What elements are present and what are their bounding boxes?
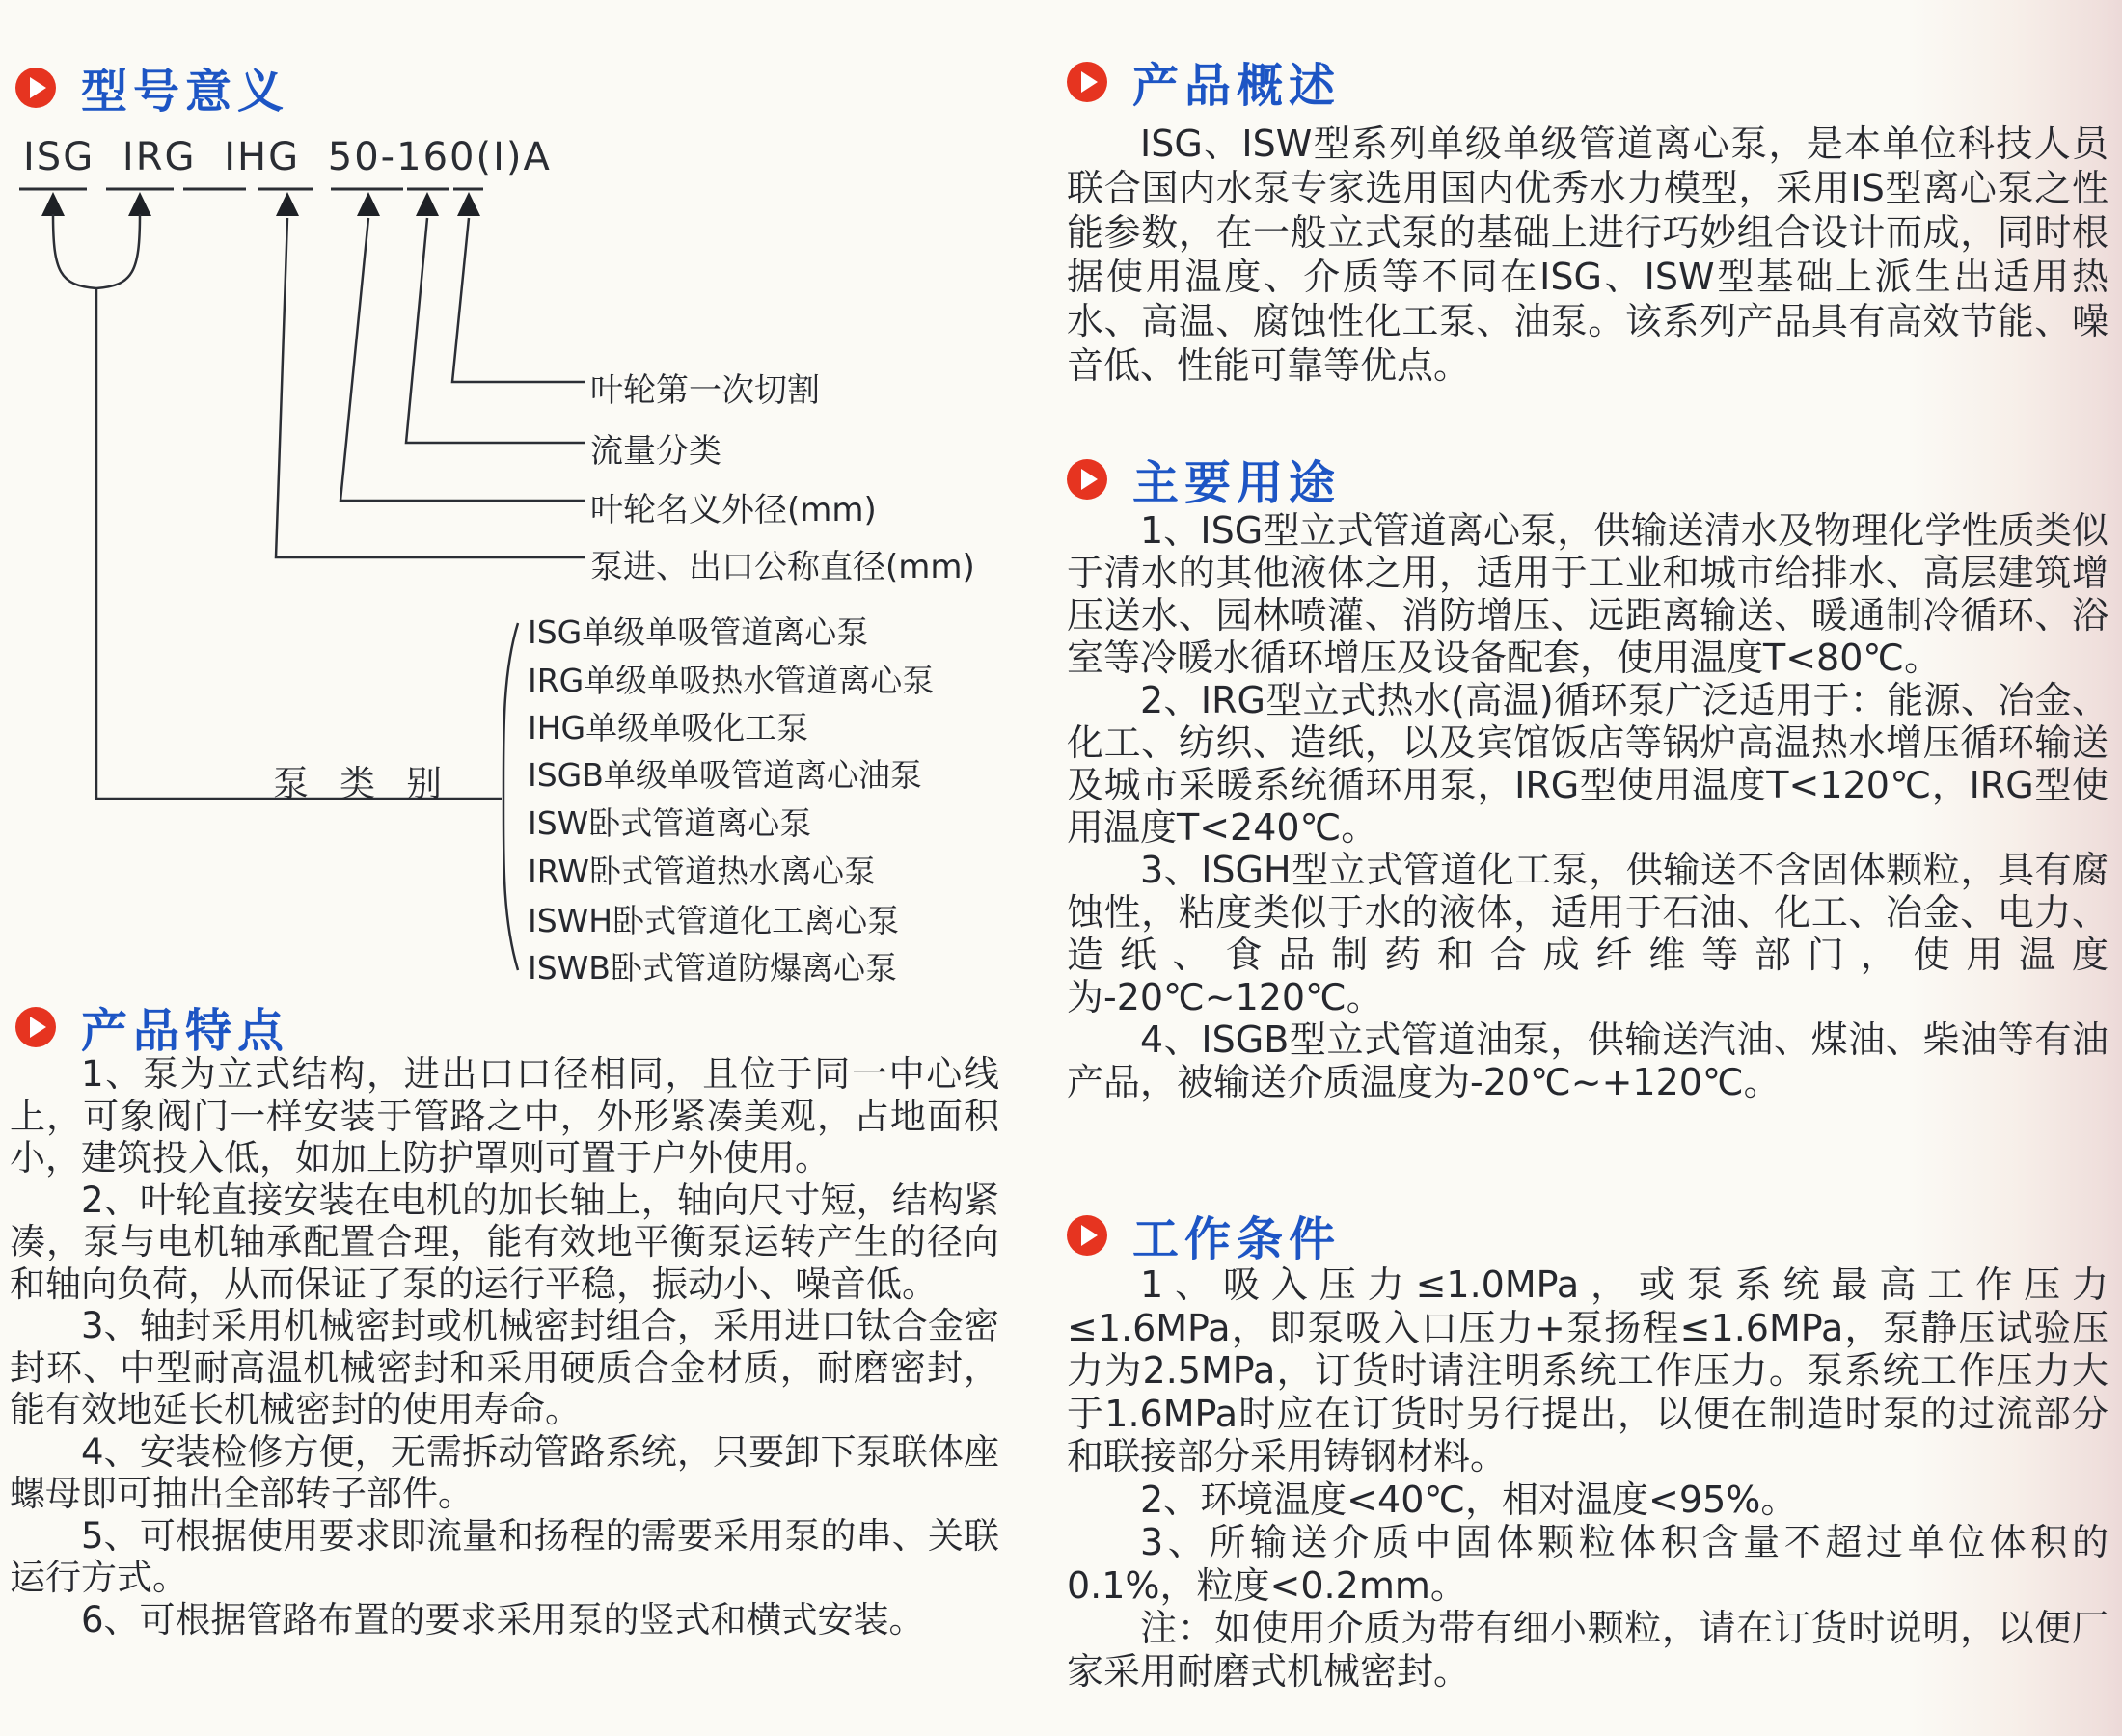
feature-item: 6、可根据管路布置的要求采用泵的竖式和横式安装。 xyxy=(81,1598,925,1641)
overview-body xyxy=(1067,122,2108,388)
pump-type-item: IRW卧式管道热水离心泵 xyxy=(528,853,876,890)
pump-type-item: IHG单级单吸化工泵 xyxy=(528,709,809,746)
overview-paragraph: ISG、ISW型系列单级单级管道离心泵，是本单位科技人员联合国内水泵专家选用国内优秀水力模型，采用IS型离心泵之性能参数，在一般立式泵的基础上进行巧妙组合设计而成，同时根据使用温度、介质等不同在ISG、ISW型基础上派生出适用热水、高温、腐蚀性化工泵、油泵。该系列产品具有高效节能、噪音低、性能可靠等优点。 xyxy=(1067,122,2108,387)
section-title: 产品特点 xyxy=(81,1004,290,1058)
feature-item: 2、叶轮直接安装在电机的加长轴上，轴向尺寸短，结构紧凑，泵与电机轴承配置合理，能有效地平衡泵运转产生的径向和轴向负荷，从而保证了泵的运行平稳，振动小、噪音低。 xyxy=(10,1179,999,1305)
section-header-features xyxy=(15,993,289,1060)
section-title: 型号意义 xyxy=(81,65,290,119)
play-bullet-icon xyxy=(1067,1215,1107,1256)
conditions-body xyxy=(1067,1263,2108,1693)
section-title: 产品概述 xyxy=(1132,59,1342,113)
pump-type-item: IRG单级单吸热水管道离心泵 xyxy=(528,662,935,699)
pump-type-item: ISW卧式管道离心泵 xyxy=(528,804,812,842)
pump-type-item: ISG单级单吸管道离心泵 xyxy=(528,613,869,651)
feature-item: 5、可根据使用要求即流量和扬程的需要采用泵的串、关联运行方式。 xyxy=(10,1514,999,1598)
model-code: ISG IRG IHG 50-160(I)A xyxy=(23,135,552,179)
label-impeller-nominal-diameter: 叶轮名义外径(mm) xyxy=(590,491,877,529)
uses-body xyxy=(1067,509,2108,1103)
features-body xyxy=(10,1053,999,1641)
use-item: 2、IRG型立式热水(高温)循环泵广泛适用于：能源、冶金、化工、纺织、造纸，以及宾馆饭店等锅炉高温热水增压循环输送及城市采暖系统循环用泵，IRG型使用温度T<120℃，IRG型使用温度T<240℃。 xyxy=(1067,679,2108,849)
pump-type-item: ISGB单级单吸管道离心油泵 xyxy=(528,756,922,794)
use-item: 3、ISGH型立式管道化工泵，供输送不含固体颗粒，具有腐蚀性，粘度类似于水的液体，适用于石油、化工、冶金、电力、造纸、食品制药和合成纤维等部门，使用温度为-20℃~120℃。 xyxy=(1067,849,2108,1018)
section-header-overview xyxy=(1067,48,1341,115)
label-inlet-outlet-diameter: 泵进、出口公称直径(mm) xyxy=(590,548,975,586)
section-title: 工作条件 xyxy=(1132,1212,1342,1266)
play-bullet-icon xyxy=(1067,62,1107,102)
play-bullet-icon xyxy=(1067,459,1107,500)
use-item: 4、ISGB型立式管道油泵，供输送汽油、煤油、柴油等有油产品，被输送介质温度为-20℃~+120℃。 xyxy=(1067,1018,2108,1103)
condition-item: 1、吸入压力≤1.0MPa，或泵系统最高工作压力≤1.6MPa，即泵吸入口压力+泵扬程≤1.6MPa，泵静压试验压力为2.5MPa，订货时请注明系统工作压力。泵系统工作压力大于1.6MPa时应在订货时另行提出，以便在制造时泵的过流部分和联接部分采用铸钢材料。 xyxy=(1067,1263,2108,1478)
label-pump-category: 泵类别 xyxy=(273,763,473,804)
condition-item: 3、所输送介质中固体颗粒体积含量不超过单位体积的0.1%，粒度<0.2mm。 xyxy=(1067,1521,2108,1607)
pump-type-item: ISWB卧式管道防爆离心泵 xyxy=(528,949,897,987)
label-flow-classification: 流量分类 xyxy=(590,432,721,471)
play-bullet-icon xyxy=(15,1007,56,1047)
section-header-conditions xyxy=(1067,1202,1341,1268)
feature-item: 1、泵为立式结构，进出口口径相同，且位于同一中心线上，可象阀门一样安装于管路之中，外形紧凑美观，占地面积小，建筑投入低，如加上防护罩则可置于户外使用。 xyxy=(10,1053,999,1179)
condition-item: 2、环境温度<40℃，相对温度<95%。 xyxy=(1140,1478,1798,1521)
up-arrow-icons xyxy=(41,192,480,216)
pump-type-item: ISWH卧式管道化工离心泵 xyxy=(528,902,900,939)
feature-item: 3、轴封采用机械密封或机械密封组合，采用进口钛合金密封环、中型耐高温机械密封和采用硬质合金材质，耐磨密封，能有效地延长机械密封的使用寿命。 xyxy=(10,1305,999,1430)
label-impeller-first-cut: 叶轮第一次切割 xyxy=(590,371,820,410)
section-header-uses xyxy=(1067,446,1341,512)
condition-note: 注：如使用介质为带有细小颗粒，请在订货时说明，以便厂家采用耐磨式机械密封。 xyxy=(1067,1607,2108,1693)
use-item: 1、ISG型立式管道离心泵，供输送清水及物理化学性质类似于清水的其他液体之用，适用于工业和城市给排水、高层建筑增压送水、园林喷灌、消防增压、远距离输送、暖通制冷循环、浴室等冷暖水循环增压及设备配套，使用温度T<80℃。 xyxy=(1067,509,2108,679)
feature-item: 4、安装检修方便，无需拆动管路系统，只要卸下泵联体座螺母即可抽出全部转子部件。 xyxy=(10,1430,999,1514)
section-title: 主要用途 xyxy=(1132,456,1342,510)
